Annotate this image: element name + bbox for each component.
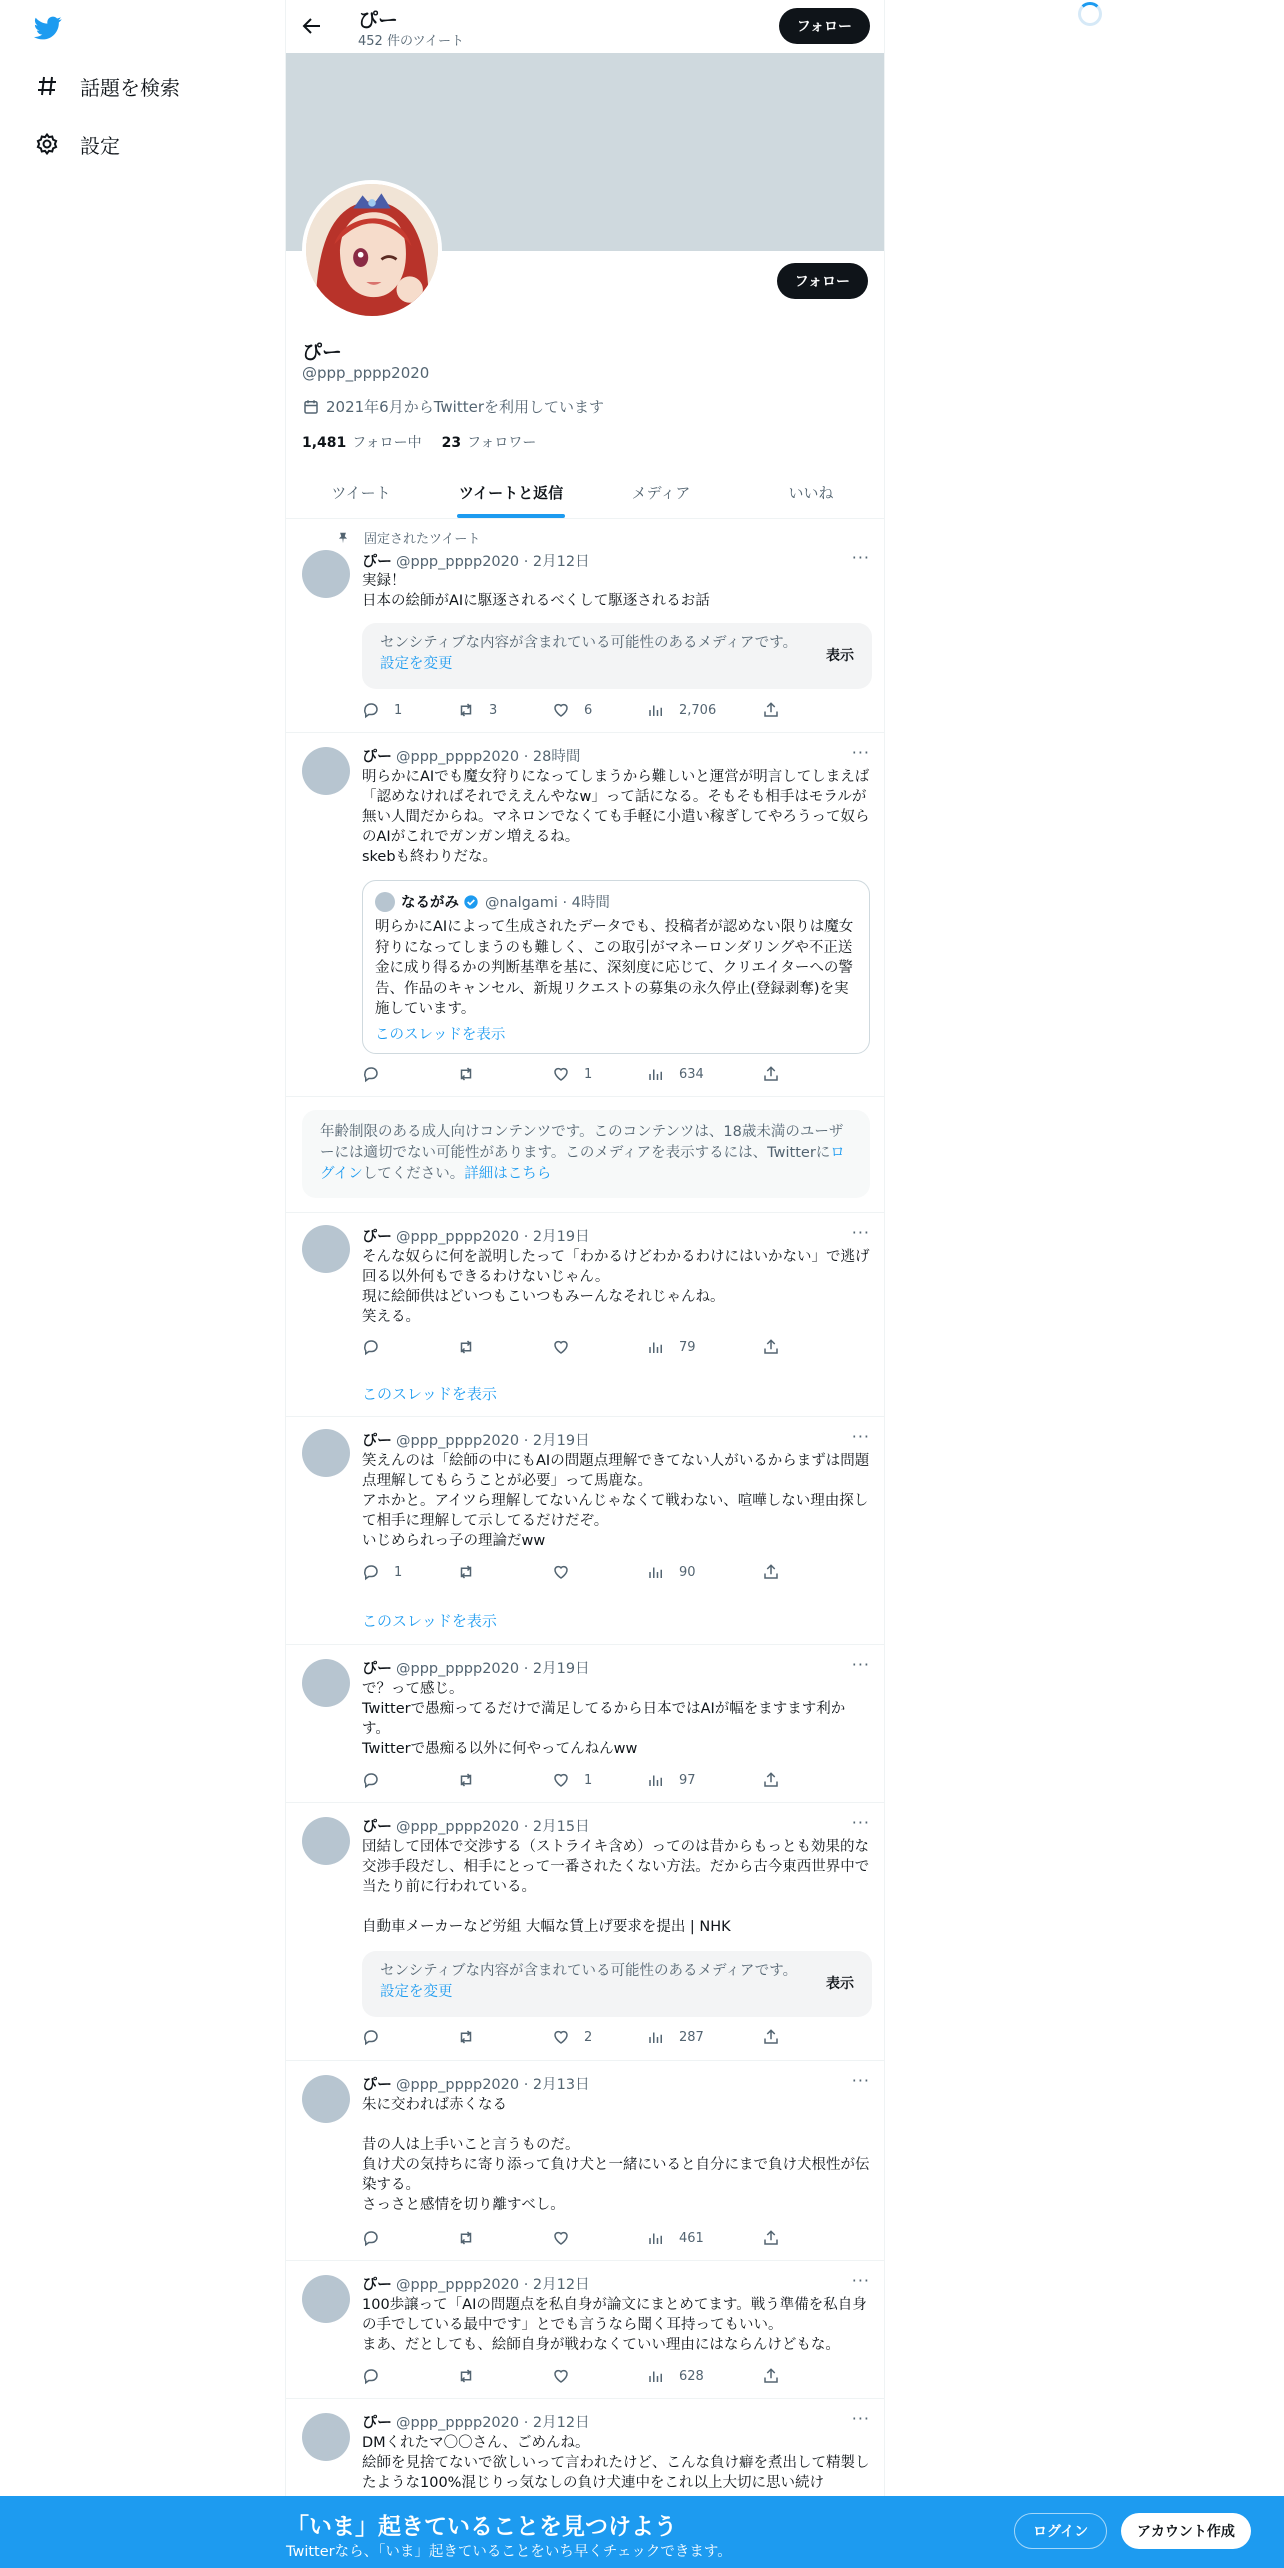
change-settings-link[interactable]: 設定を変更 xyxy=(380,1984,453,2000)
profile-name: ぴー xyxy=(302,340,342,364)
share-icon xyxy=(762,1563,780,1581)
like-count: 1 xyxy=(584,1066,593,1082)
reply-icon xyxy=(362,1563,380,1581)
sensitive-media-notice xyxy=(362,623,872,689)
heart-icon xyxy=(552,1563,570,1581)
views-chart-icon xyxy=(647,1065,665,1083)
heart-icon xyxy=(552,2028,570,2046)
show-thread-link[interactable]: このスレッドを表示 xyxy=(362,1385,497,1403)
view-count: 287 xyxy=(679,2029,704,2045)
retweet-button[interactable] xyxy=(457,701,497,719)
like-button[interactable] xyxy=(552,701,592,719)
tweet-actions xyxy=(362,2229,782,2249)
share-icon xyxy=(762,2229,780,2247)
more-options-icon[interactable]: ··· xyxy=(851,548,870,567)
retweet-button[interactable] xyxy=(457,1771,489,1789)
share-button[interactable] xyxy=(762,2367,794,2385)
more-options-icon[interactable]: ··· xyxy=(851,1427,870,1446)
tweet-item[interactable] xyxy=(286,2061,885,2261)
main-column xyxy=(285,0,885,2568)
tweet-text: DMくれたマ〇〇さん、ごめんね。 絵師を見捨てないで欲しいって言われたけど、こんな負け癖を煮出して精製したような100%混じりっ気なしの負け犬連中をこれ以上大切に思い続け xyxy=(362,2435,870,2491)
tweet-item[interactable] xyxy=(286,520,885,733)
retweet-icon xyxy=(457,1065,475,1083)
retweet-icon xyxy=(457,1338,475,1356)
signup-banner-subtitle: Twitterなら、「いま」起きていることをいち早くチェックできます。 xyxy=(286,2544,732,2560)
tweet-header xyxy=(362,745,580,766)
tweet-meta[interactable]: @ppp_pppp2020 · 2月12日 xyxy=(396,554,590,570)
login-button[interactable]: ログイン xyxy=(1014,2513,1107,2549)
tweet-avatar[interactable] xyxy=(302,747,350,795)
views-button[interactable] xyxy=(647,1563,696,1581)
view-count: 461 xyxy=(679,2230,704,2246)
show-media-button[interactable]: 表示 xyxy=(826,648,854,664)
views-button[interactable] xyxy=(647,1338,696,1356)
signup-banner-title: 「いま」起きていることを見つけよう xyxy=(286,2514,677,2540)
retweet-button[interactable] xyxy=(457,1065,489,1083)
retweet-icon xyxy=(457,2028,475,2046)
view-count: 2,706 xyxy=(679,702,717,718)
calendar-icon xyxy=(302,398,320,416)
reply-button[interactable] xyxy=(362,1065,394,1083)
tweet-header xyxy=(362,1815,590,1836)
tweet-text: 団結して団体で交渉する（ストライキ含め）ってのは昔からもっとも効果的な交渉手段だし、相手にとって一番されたくない方法。だから古今東西世界中で当たり前に行われている。 自動車メーカーなど労組 大幅な賃上げ要求を提出 | NHK xyxy=(362,1839,870,1935)
tab-likes[interactable]: いいね xyxy=(788,483,834,502)
sensitive-text: センシティブな内容が含まれている可能性のあるメディアです。 xyxy=(380,635,798,651)
tweet-avatar[interactable] xyxy=(302,2075,350,2123)
share-button[interactable] xyxy=(762,1563,794,1581)
profile-avatar[interactable] xyxy=(302,180,442,320)
tweet-text: 朱に交われば赤くなる 昔の人は上手いこと言うものだ。 負け犬の気持ちに寄り添って負け犬と一緒にいると自分にまで負け犬根性が伝染する。 さっさと感情を切り離すべし。 xyxy=(362,2097,870,2213)
tweet-avatar[interactable] xyxy=(302,1429,350,1477)
retweet-icon xyxy=(457,1771,475,1789)
tweet-header xyxy=(362,1225,590,1246)
pin-icon xyxy=(336,531,350,545)
view-count: 79 xyxy=(679,1339,696,1355)
tweet-actions xyxy=(362,1563,782,1583)
heart-icon xyxy=(552,1338,570,1356)
tweet-item[interactable] xyxy=(286,733,885,1097)
back-arrow-icon[interactable] xyxy=(300,14,324,38)
show-thread-link[interactable]: このスレッドを表示 xyxy=(362,1612,497,1630)
share-icon xyxy=(762,2367,780,2385)
age-notice-text-b: してください。 xyxy=(362,1166,465,1182)
tweet-author-name[interactable]: ぴー xyxy=(362,1227,393,1245)
reply-icon xyxy=(362,2229,380,2247)
share-icon xyxy=(762,1065,780,1083)
follow-stats xyxy=(302,432,536,452)
share-button[interactable] xyxy=(762,2028,794,2046)
views-button[interactable] xyxy=(647,1771,696,1789)
views-chart-icon xyxy=(647,1771,665,1789)
tweet-item[interactable] xyxy=(286,1417,885,1645)
profile-joined xyxy=(302,396,604,417)
tweet-avatar[interactable] xyxy=(302,2275,350,2323)
views-button[interactable] xyxy=(647,2028,704,2046)
tweet-author-name[interactable]: ぴー xyxy=(362,1431,393,1449)
loading-spinner-icon xyxy=(1078,2,1102,26)
tweet-header xyxy=(362,1429,590,1450)
reply-count: 1 xyxy=(394,702,403,718)
top-bar xyxy=(286,0,885,53)
following-count: 1,481 xyxy=(302,435,347,451)
reply-icon xyxy=(362,701,380,719)
more-options-icon[interactable]: ··· xyxy=(851,1655,870,1674)
followers-count: 23 xyxy=(441,435,462,451)
quoted-author-name: なるがみ xyxy=(401,895,459,911)
reply-button[interactable] xyxy=(362,1563,402,1581)
age-notice-details-link[interactable]: 詳細はこちら xyxy=(464,1166,552,1182)
tweet-text: そんな奴らに何を説明したって「わかるけどわかるわけにはいかない」で逃げ回る以外何もできるわけないじゃん。 現に絵師供はどいつもこいつもみーんなそれじゃんね。 笑える。 xyxy=(362,1249,870,1325)
view-count: 90 xyxy=(679,1564,696,1580)
profile-joined-text: 2021年6月からTwitterを利用しています xyxy=(326,398,604,416)
tweet-text: で？って感じ。 Twitterで愚痴ってるだけで満足してるから日本ではAIが幅をますます利かす。 Twitterで愚痴る以外に何やってんねんww xyxy=(362,1681,846,1757)
more-options-icon[interactable]: ··· xyxy=(851,2071,870,2090)
views-chart-icon xyxy=(647,1563,665,1581)
share-button[interactable] xyxy=(762,1771,794,1789)
sensitive-text: センシティブな内容が含まれている可能性のあるメディアです。 xyxy=(380,1963,798,1979)
reply-button[interactable] xyxy=(362,2028,394,2046)
tweet-item[interactable] xyxy=(286,2261,885,2399)
tweet-actions xyxy=(362,1338,782,1358)
views-button[interactable] xyxy=(647,1065,704,1083)
age-notice-login-link[interactable]: ログイン xyxy=(320,1145,845,1182)
followers-label: フォロワー xyxy=(467,435,537,451)
views-chart-icon xyxy=(647,701,665,719)
reply-button[interactable] xyxy=(362,1771,394,1789)
like-count: 2 xyxy=(584,2029,593,2045)
reply-icon xyxy=(362,2028,380,2046)
tweet-item[interactable] xyxy=(286,1645,885,1803)
followers-link[interactable] xyxy=(442,432,537,452)
more-options-icon[interactable]: ··· xyxy=(851,1813,870,1832)
top-follow-button[interactable]: フォロー xyxy=(779,8,870,44)
tweet-meta[interactable]: @ppp_pppp2020 · 28時間 xyxy=(396,749,581,765)
reply-button[interactable] xyxy=(362,2367,394,2385)
tweet-actions xyxy=(362,701,782,721)
nav-explore[interactable] xyxy=(34,66,180,106)
tweet-meta[interactable]: @ppp_pppp2020 · 2月19日 xyxy=(396,1433,590,1449)
reply-button[interactable] xyxy=(362,701,402,719)
nav-explore-label: 話題を検索 xyxy=(80,75,180,100)
gear-icon xyxy=(34,131,60,157)
tweet-header xyxy=(362,2411,590,2432)
reply-count: 1 xyxy=(394,1564,403,1580)
tweet-text: 笑えんのは「絵師の中にもAIの問題点理解できてない人がいるからまずは問題点理解してもらうことが必要」って馬鹿な。 アホかと。アイツら理解してないんじゃなくて戦わない、喧嘩しない理由探して相手に理解して示してるだけだぞ。 いじめられっ子の理論だww xyxy=(362,1453,870,1549)
retweet-button[interactable] xyxy=(457,2028,489,2046)
age-restriction-notice xyxy=(302,1110,870,1198)
like-count: 6 xyxy=(584,702,593,718)
reply-icon xyxy=(362,1338,380,1356)
like-button[interactable] xyxy=(552,2229,584,2247)
retweet-button[interactable] xyxy=(457,2367,489,2385)
retweet-count: 3 xyxy=(489,702,498,718)
share-button[interactable] xyxy=(762,1338,794,1356)
tab-tweets[interactable]: ツイート xyxy=(331,483,391,502)
view-count: 634 xyxy=(679,1066,704,1082)
tweet-header xyxy=(362,2273,590,2294)
retweet-icon xyxy=(457,2367,475,2385)
view-count: 97 xyxy=(679,1772,696,1788)
more-options-icon[interactable]: ··· xyxy=(851,2271,870,2290)
tweet-header xyxy=(362,1657,590,1678)
views-chart-icon xyxy=(647,1338,665,1356)
share-icon xyxy=(762,2028,780,2046)
change-settings-link[interactable]: 設定を変更 xyxy=(380,656,453,672)
tweet-avatar[interactable] xyxy=(302,550,350,598)
share-button[interactable] xyxy=(762,701,794,719)
top-bar-name: ぴー xyxy=(358,8,398,32)
views-button[interactable] xyxy=(647,2229,704,2247)
profile-follow-button[interactable]: フォロー xyxy=(777,263,868,299)
heart-icon xyxy=(552,2367,570,2385)
tweet-meta[interactable]: @ppp_pppp2020 · 2月12日 xyxy=(396,2277,590,2293)
quoted-tweet[interactable] xyxy=(362,880,870,1054)
views-chart-icon xyxy=(647,2028,665,2046)
like-button[interactable] xyxy=(552,1338,584,1356)
like-button[interactable] xyxy=(552,2028,592,2046)
more-options-icon[interactable]: ··· xyxy=(851,1223,870,1242)
views-chart-icon xyxy=(647,2367,665,2385)
views-button[interactable] xyxy=(647,2367,704,2385)
like-count: 1 xyxy=(584,1772,593,1788)
retweet-button[interactable] xyxy=(457,1563,489,1581)
tweet-actions xyxy=(362,1771,782,1791)
tweet-text: 明らかにAIでも魔女狩りになってしまうから難しいと運営が明言してしまえば「認めなければそれでええんやなw」って話になる。そもそも相手はモラルが無い人間だからね。マネロンでなくても手軽に小遣い稼ぎしてやろうって奴らのAIがこれでガンガン増えるね。 skebも終わりだな。 xyxy=(362,769,870,865)
reply-button[interactable] xyxy=(362,2229,394,2247)
quoted-tweet-header xyxy=(375,891,610,912)
reply-icon xyxy=(362,2367,380,2385)
reply-icon xyxy=(362,1771,380,1789)
verified-badge-icon xyxy=(463,894,479,910)
show-media-button[interactable]: 表示 xyxy=(826,1976,854,1992)
tab-media[interactable]: メディア xyxy=(631,483,691,502)
tweet-meta[interactable]: @ppp_pppp2020 · 2月12日 xyxy=(396,2415,590,2431)
tweet-item[interactable] xyxy=(286,1212,885,1417)
like-button[interactable] xyxy=(552,1771,592,1789)
tweet-actions xyxy=(362,2367,782,2387)
tweet-actions xyxy=(362,2028,782,2048)
age-notice-text-a: 年齢制限のある成人向けコンテンツです。このコンテンツは、18歳未満のユーザーには適切でない可能性があります。このメディアを表示するには、Twitterに xyxy=(320,1124,844,1161)
reply-button[interactable] xyxy=(362,1338,394,1356)
quoted-meta: @nalgami · 4時間 xyxy=(485,895,610,911)
tweet-author-name[interactable]: ぴー xyxy=(362,2275,393,2293)
sensitive-media-notice xyxy=(362,1951,872,2017)
tweet-actions xyxy=(362,1065,782,1085)
tweet-meta[interactable]: @ppp_pppp2020 · 2月13日 xyxy=(396,2077,590,2093)
pinned-label: 固定されたツイート xyxy=(364,532,481,547)
tweet-author-name[interactable]: ぴー xyxy=(362,747,393,765)
tweet-meta[interactable]: @ppp_pppp2020 · 2月15日 xyxy=(396,1819,590,1835)
share-icon xyxy=(762,1771,780,1789)
pinned-indicator xyxy=(336,528,480,547)
more-options-icon[interactable]: ··· xyxy=(851,2409,870,2428)
heart-icon xyxy=(552,1065,570,1083)
tweet-avatar[interactable] xyxy=(302,1817,350,1865)
twitter-logo-icon[interactable] xyxy=(32,14,64,42)
quoted-avatar xyxy=(375,892,395,912)
view-count: 628 xyxy=(679,2368,704,2384)
like-button[interactable] xyxy=(552,1065,592,1083)
heart-icon xyxy=(552,2229,570,2247)
signup-button[interactable]: アカウント作成 xyxy=(1121,2513,1251,2549)
tweet-avatar[interactable] xyxy=(302,2413,350,2461)
heart-icon xyxy=(552,1771,570,1789)
tweet-text: 実録！ 日本の絵師がAIに駆逐されるべくして駆逐されるお話 xyxy=(362,573,710,609)
quoted-thread-link[interactable]: このスレッドを表示 xyxy=(375,1027,506,1043)
heart-icon xyxy=(552,701,570,719)
retweet-icon xyxy=(457,701,475,719)
hashtag-icon xyxy=(34,73,60,99)
profile-handle: @ppp_pppp2020 xyxy=(302,364,430,382)
tab-tweets-and-replies[interactable]: ツイートと返信 xyxy=(436,466,586,518)
tweet-avatar[interactable] xyxy=(302,1659,350,1707)
retweet-button[interactable] xyxy=(457,1338,489,1356)
nav-settings[interactable] xyxy=(34,124,120,164)
nav-settings-label: 設定 xyxy=(80,133,120,158)
tweet-author-name[interactable]: ぴー xyxy=(362,2075,393,2093)
views-button[interactable] xyxy=(647,701,716,719)
following-label: フォロー中 xyxy=(352,435,422,451)
following-link[interactable] xyxy=(302,432,422,452)
tweet-meta[interactable]: @ppp_pppp2020 · 2月19日 xyxy=(396,1229,590,1245)
avatar-illustration-icon xyxy=(306,184,438,316)
tweet-item[interactable] xyxy=(286,1803,885,2061)
like-button[interactable] xyxy=(552,2367,584,2385)
tweet-meta[interactable]: @ppp_pppp2020 · 2月19日 xyxy=(396,1661,590,1677)
tweet-avatar[interactable] xyxy=(302,1225,350,1273)
views-chart-icon xyxy=(647,2229,665,2247)
tweet-author-name[interactable]: ぴー xyxy=(362,1817,393,1835)
share-button[interactable] xyxy=(762,2229,794,2247)
more-options-icon[interactable]: ··· xyxy=(851,743,870,762)
profile-tabs xyxy=(286,466,885,519)
retweet-button[interactable] xyxy=(457,2229,489,2247)
top-bar-tweet-count: 452 件のツイート xyxy=(358,34,465,49)
share-icon xyxy=(762,1338,780,1356)
quoted-text: 明らかにAIによって生成されたデータでも、投稿者が認めない限りは魔女狩りになってしまうのも難しく、この取引がマネーロンダリングや不正送金に成り得るかの判断基準を基に、深刻度に応じて、クリエイターへの警告、作品のキャンセル、新規リクエストの募集の永久停止(登録剥奪)を実施しています。 xyxy=(375,919,854,1017)
retweet-icon xyxy=(457,1563,475,1581)
tweet-text: 100歩譲って「AIの問題点を私自身が論文にまとめてます。戦う準備を私自身の手でしている最中です」とでも言うなら聞く耳持ってもいい。 まあ、だとしても、絵師自身が戦わなくていい理由にはならんけどもな。 xyxy=(362,2297,867,2353)
tweet-header xyxy=(362,550,590,571)
like-button[interactable] xyxy=(552,1563,584,1581)
tweet-author-name[interactable]: ぴー xyxy=(362,2413,393,2431)
tweet-header xyxy=(362,2073,590,2094)
share-button[interactable] xyxy=(762,1065,794,1083)
retweet-icon xyxy=(457,2229,475,2247)
reply-icon xyxy=(362,1065,380,1083)
signup-banner xyxy=(0,2496,1284,2568)
tweet-author-name[interactable]: ぴー xyxy=(362,1659,393,1677)
tweet-author-name[interactable]: ぴー xyxy=(362,552,393,570)
share-icon xyxy=(762,701,780,719)
